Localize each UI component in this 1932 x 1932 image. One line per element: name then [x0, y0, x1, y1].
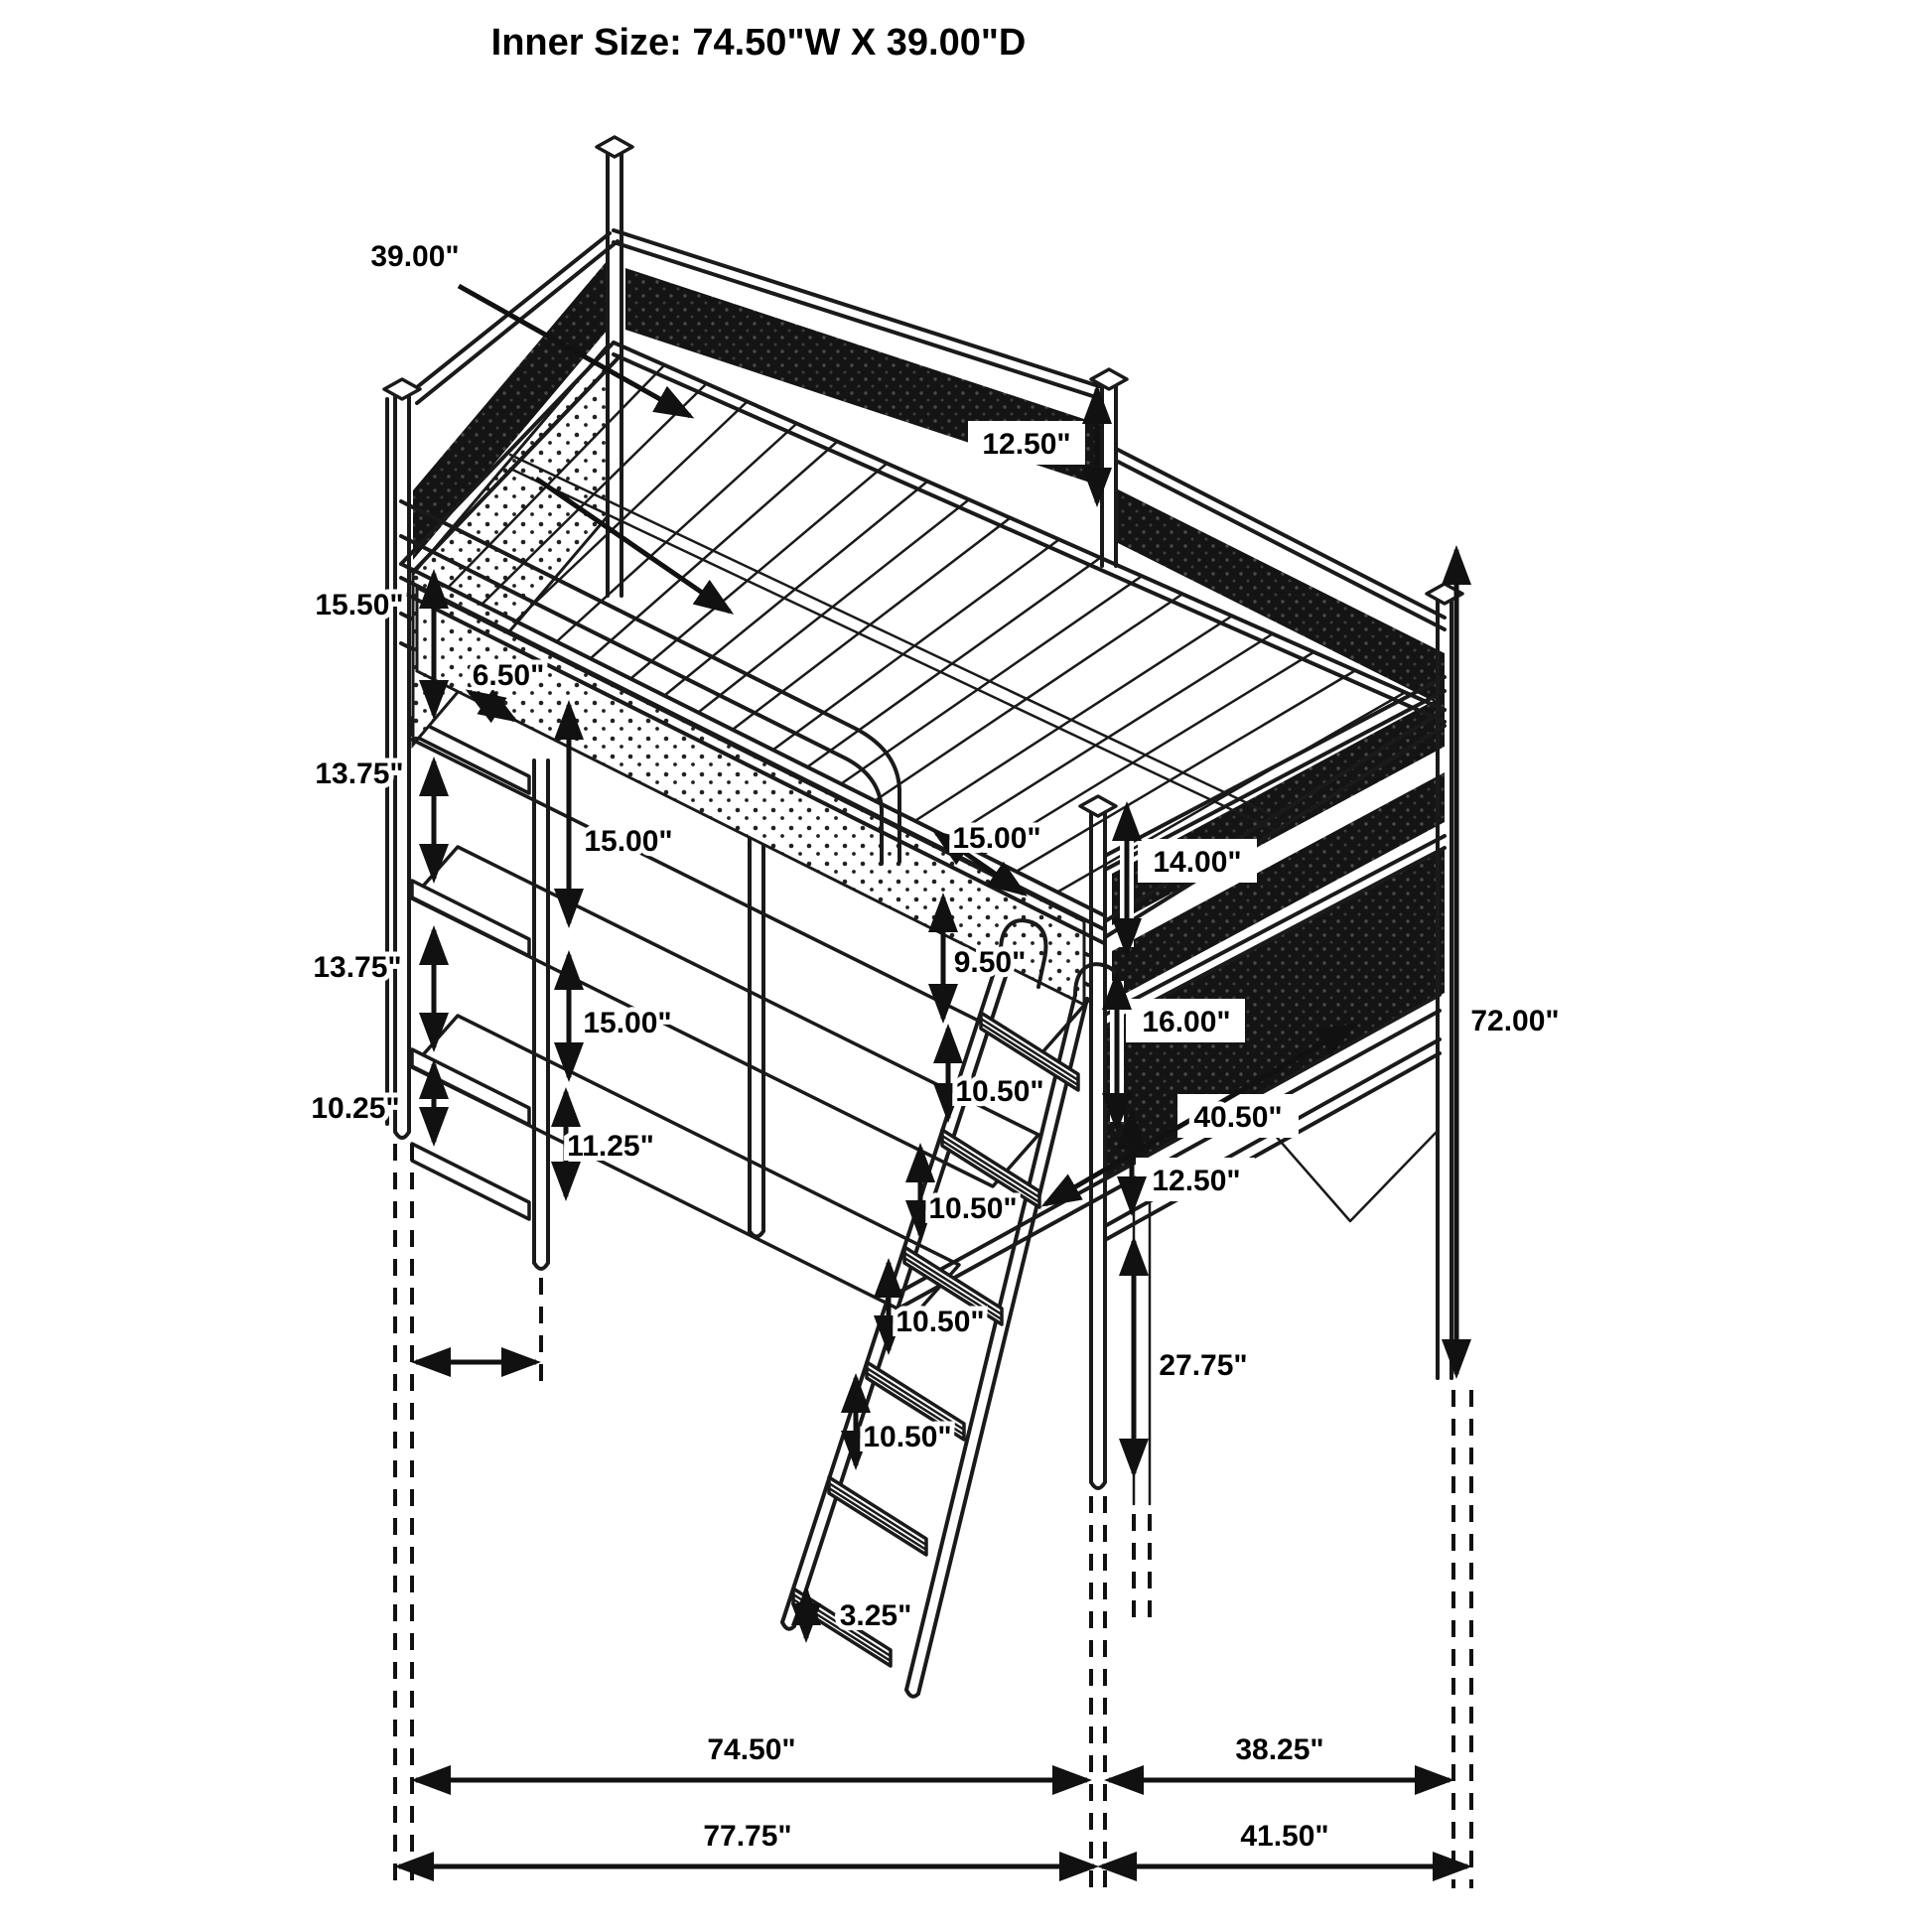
dim-label-inner-depth: 39.00" — [370, 240, 460, 273]
dim-label-ladder-foot: 3.25" — [839, 1599, 912, 1632]
dim-label-end-panel-height: 16.00" — [1142, 1006, 1231, 1038]
dim-label-inner-width: 74.50" — [707, 1733, 796, 1766]
dim-label-ladder-step-1: 10.50" — [955, 1075, 1044, 1108]
diagram-title: Inner Size: 74.50"W X 39.00"D — [490, 22, 1027, 64]
dim-label-ledge-depth: 6.50" — [472, 659, 545, 692]
dim-label-left-leg-height: 11.25" — [567, 1130, 654, 1163]
dim-label-ladder-step-3: 10.50" — [896, 1306, 985, 1338]
dim-label-end-inner-depth: 38.25" — [1235, 1733, 1324, 1766]
dim-label-ladder-step-4: 10.50" — [863, 1421, 952, 1453]
dim-label-shelf-gap-4: 10.25" — [311, 1092, 400, 1125]
dim-label-shelf-gap-3: 13.75" — [313, 951, 402, 984]
dim-label-desk-width: 40.50" — [1193, 1101, 1283, 1134]
dim-label-right-leg-height: 27.75" — [1159, 1349, 1248, 1382]
dim-label-overall-height: 72.00" — [1470, 1005, 1560, 1037]
dim-label-overall-width: 77.75" — [703, 1820, 792, 1853]
dim-label-desk-clearance-2: 15.00" — [583, 1007, 672, 1039]
dim-label-shelf-gap-1: 15.50" — [315, 589, 404, 621]
dim-label-ladder-step-2: 10.50" — [928, 1192, 1018, 1225]
dim-label-desk-depth: 15.00" — [952, 822, 1041, 855]
dim-label-ladder-gap-top: 9.50" — [953, 946, 1027, 979]
dim-label-end-gap: 14.00" — [1153, 846, 1242, 879]
dim-label-desk-gap: 12.50" — [1152, 1165, 1241, 1197]
dim-label-end-outer-depth: 41.50" — [1240, 1820, 1329, 1853]
dim-label-desk-clearance-1: 15.00" — [584, 825, 673, 858]
dim-label-guardrail-height: 12.50" — [982, 428, 1071, 461]
dim-label-shelf-gap-2: 13.75" — [315, 758, 404, 790]
